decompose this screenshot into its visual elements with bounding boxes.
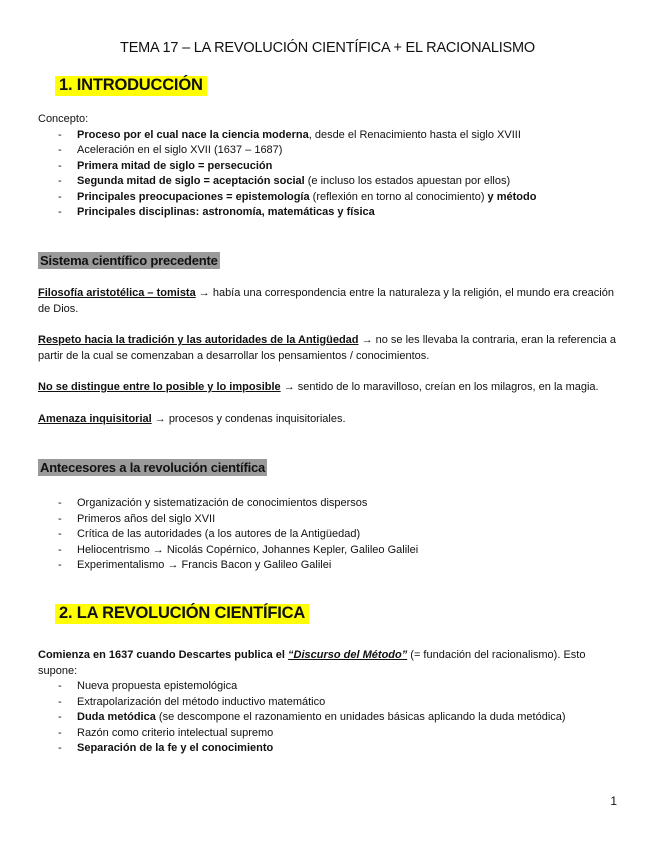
list-item: - Aceleración en el siglo XVII (1637 – 1687) (58, 144, 283, 156)
list-item: - Separación de la fe y el conocimiento (58, 742, 274, 754)
list-item: - Primera mitad de siglo = persecución (58, 159, 273, 172)
list-item: - Razón como criterio intelectual supremo (58, 726, 274, 739)
revolucion-list (38, 679, 623, 757)
list-item: - Segunda mitad de siglo = aceptación social (e incluso los estados apuestan por ellos) (58, 175, 511, 187)
concepto-block (38, 112, 623, 221)
antecesores-block (38, 496, 623, 574)
list-item: - Heliocentrismo → Nicolás Copérnico, Johannes Kepler, Galileo Galilei (58, 543, 419, 556)
antecesores-list (38, 496, 623, 574)
list-item: - Extrapolarización del método inductivo matemático (58, 695, 326, 708)
page-title: TEMA 17 – LA REVOLUCIÓN CIENTÍFICA + EL RACIONALISMO (120, 40, 535, 56)
page-number: 1 (610, 794, 617, 808)
list-item: - Principales disciplinas: astronomía, matemáticas y física (58, 206, 375, 218)
list-item: - Organización y sistematización de conocimientos dispersos (58, 497, 368, 509)
paragraph-amenaza-inquisitorial: Amenaza inquisitorial → procesos y condenas inquisitoriales. (38, 413, 346, 425)
list-item: - Crítica de las autoridades (a los autores de la Antigüedad) (58, 528, 361, 540)
paragraph-posible-imposible: No se distingue entre lo posible y lo imposible → sentido de lo maravilloso, creían en los milagros, en la magia. (38, 381, 599, 393)
revolucion-block (38, 679, 623, 757)
heading-introduccion: 1. INTRODUCCIÓN (55, 76, 207, 96)
list-item: - Primeros años del siglo XVII (58, 512, 216, 525)
heading-antecesores: Antecesores a la revolución científica (40, 460, 266, 475)
list-item: - Duda metódica (se descompone el razonamiento en unidades básicas aplicando la duda metódica) (58, 711, 566, 723)
heading-revolucion-cientifica: 2. LA REVOLUCIÓN CIENTÍFICA (55, 604, 309, 624)
list-item: - Experimentalismo → Francis Bacon y Galileo Galilei (58, 559, 332, 571)
paragraph-respeto-tradicion: Respeto hacia la tradición y las autoridades de la Antigüedad → no se les llevaba la contraria, eran la referencia a partir de la cual se comenzaban a desarrollar los pensamientos / conocimientos. (38, 334, 616, 362)
list-item: - Proceso por el cual nace la ciencia moderna, desde el Renacimiento hasta el siglo XVIII (58, 128, 521, 141)
list-item: - Nueva propuesta epistemológica (58, 680, 238, 692)
heading-sistema-precedente: Sistema científico precedente (40, 253, 218, 268)
concepto-list (38, 128, 623, 221)
paragraph-filosofia: Filosofía aristotélica – tomista → había una correspondencia entre la naturaleza y la religión, el mundo era creación de Dios. (38, 287, 614, 315)
concepto-label: Concepto: (38, 113, 89, 125)
discurso-del-metodo: “Discurso del Método” (288, 649, 408, 661)
list-item: - Principales preocupaciones = epistemología (reflexión en torno al conocimiento) y método (58, 190, 537, 203)
paragraph-comienza-1637: Comienza en 1637 cuando Descartes publica el “Discurso del Método” (= fundación del racionalismo). Esto supone: (38, 649, 586, 677)
